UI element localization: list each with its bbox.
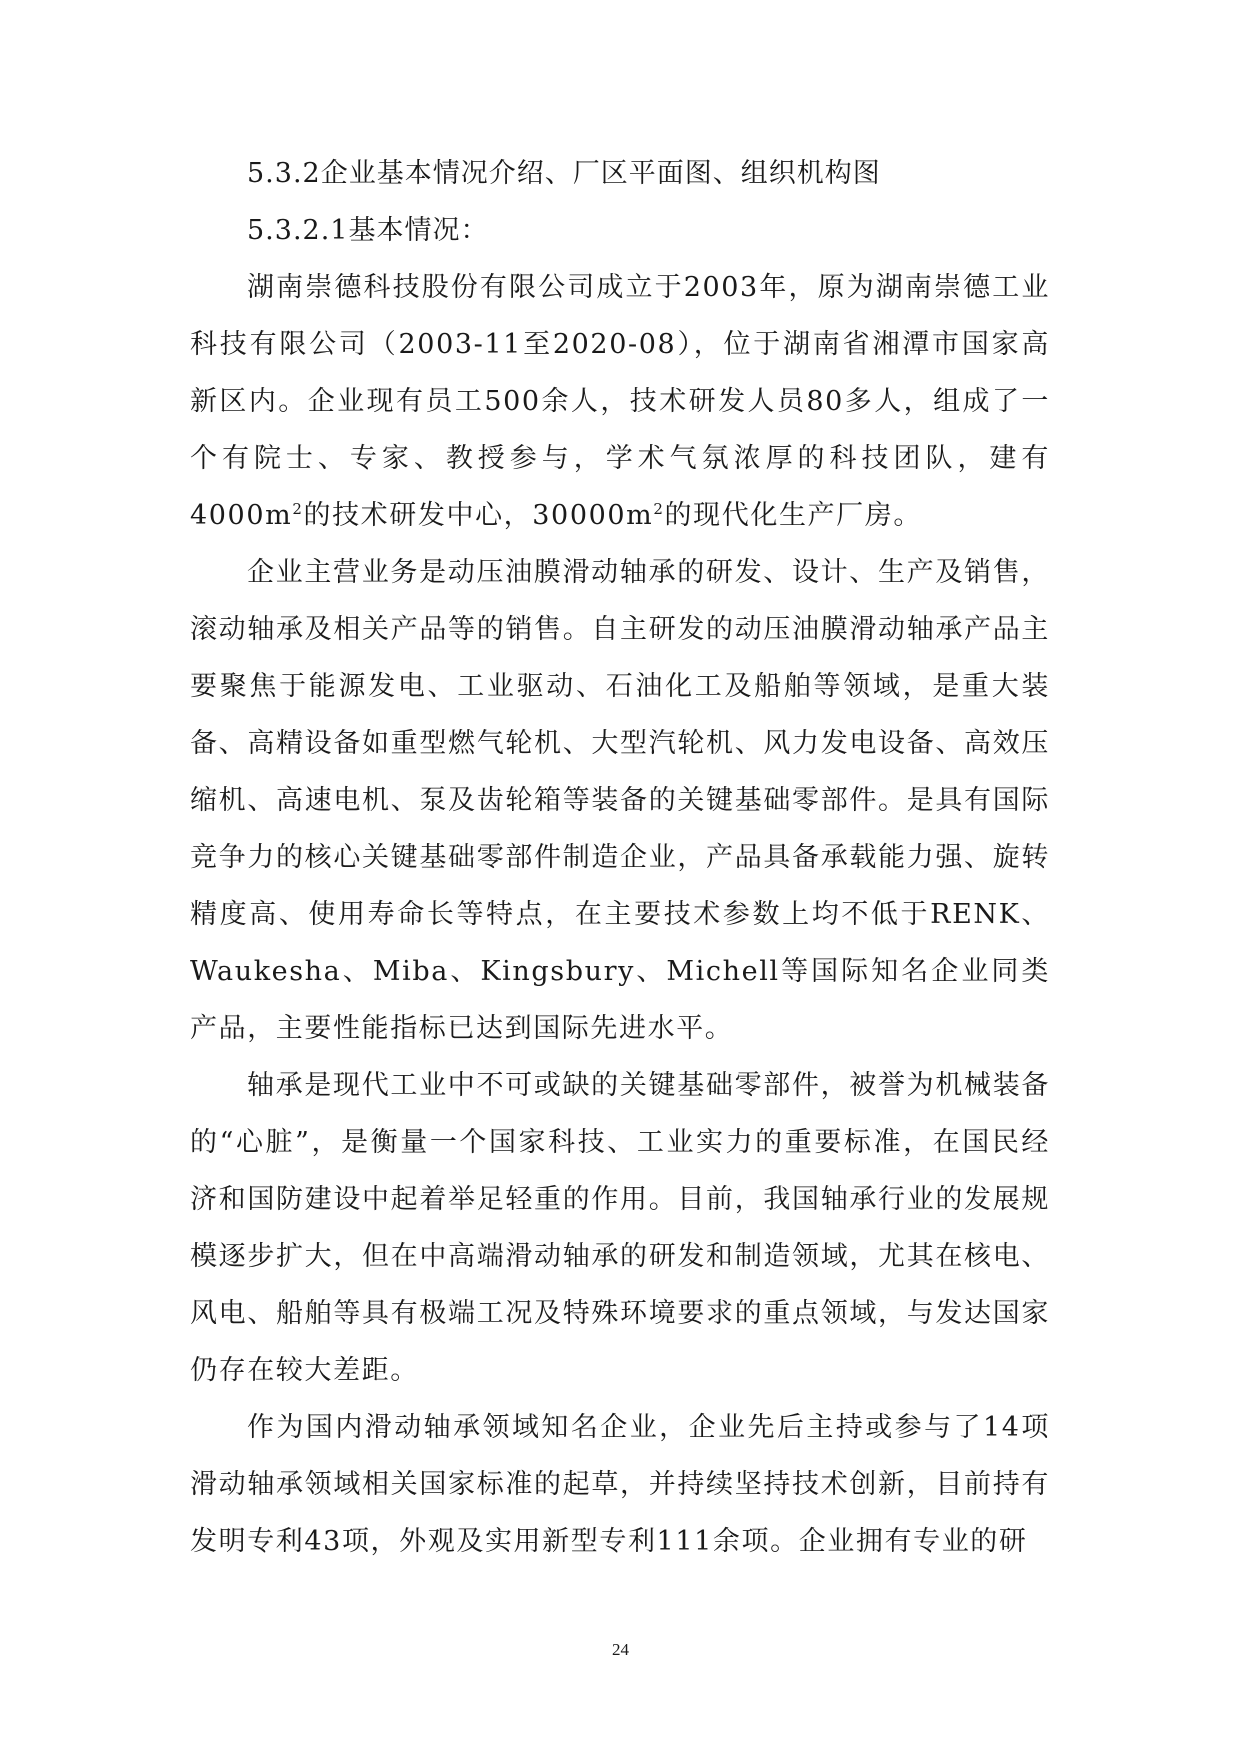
paragraph-text: 湖南崇德科技股份有限公司成立于2003年，原为湖南崇德工业科技有限公司（2003-11至2020-08），位于湖南省湘潭市国家高新区内。企业现有员工500余人，技术研发人员80多人，组成了一个有院士、专家、教授参与，学术气氛浓厚的科技团队，建有4000m: [190, 272, 1050, 531]
subsection-heading: 5.3.2.1基本情况：: [247, 215, 489, 246]
page-number: 24: [612, 1640, 629, 1659]
document-body: [190, 145, 1050, 1570]
paragraph-company-overview: [190, 259, 1050, 544]
paragraph-main-business: 企业主营业务是动压油膜滑动轴承的研发、设计、生产及销售，滚动轴承及相关产品等的销售。自主研发的动压油膜滑动轴承产品主要聚焦于能源发电、工业驱动、石油化工及船舶等领域，是重大装备、高精设备如重型燃气轮机、大型汽轮机、风力发电设备、高效压缩机、高速电机、泵及齿轮箱等装备的关键基础零部件。是具有国际竞争力的核心关键基础零部件制造企业，产品具备承载能力强、旋转精度高、使用寿命长等特点，在主要技术参数上均不低于RENK、Waukesha、Miba、Kingsbury、Michell等国际知名企业同类产品，主要性能指标已达到国际先进水平。: [190, 557, 1050, 1044]
paragraph-text: 的现代化生产厂房。: [664, 500, 922, 531]
paragraph-text: 的技术研发中心，30000m: [303, 500, 654, 531]
paragraph-standards-patents: 作为国内滑动轴承领域知名企业，企业先后主持或参与了14项滑动轴承领域相关国家标准的起草，并持续坚持技术创新，目前持有发明专利43项，外观及实用新型专利111余项。企业拥有专业的研: [190, 1412, 1050, 1557]
superscript: 2: [653, 500, 665, 518]
paragraph-bearing-industry: 轴承是现代工业中不可或缺的关键基础零部件，被誉为机械装备的“心脏”，是衡量一个国家科技、工业实力的重要标准，在国民经济和国防建设中起着举足轻重的作用。目前，我国轴承行业的发展规模逐步扩大，但在中高端滑动轴承的研发和制造领域，尤其在核电、风电、船舶等具有极端工况及特殊环境要求的重点领域，与发达国家仍存在较大差距。: [190, 1070, 1050, 1386]
superscript: 2: [292, 500, 304, 518]
section-heading: 5.3.2企业基本情况介绍、厂区平面图、组织机构图: [247, 158, 881, 189]
